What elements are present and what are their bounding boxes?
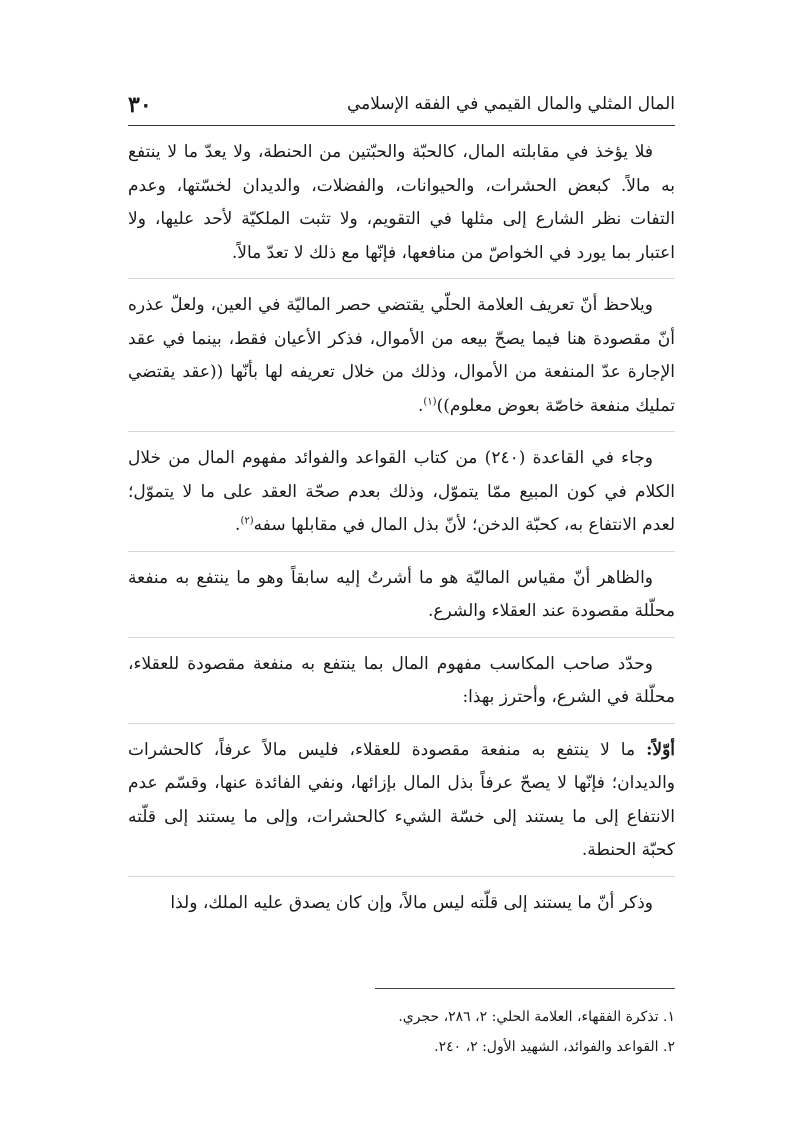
footnote-divider bbox=[375, 988, 675, 989]
paragraph-5 bbox=[128, 637, 675, 715]
header-divider bbox=[128, 125, 675, 126]
footnotes bbox=[128, 1002, 675, 1062]
paragraph-3 bbox=[128, 431, 675, 543]
paragraph-text: وحدّد صاحب المكاسب مفهوم المال بما ينتفع به منفعة مقصودة للعقلاء، محلّلة في الشرع، وأحترز بهذا: bbox=[128, 653, 675, 707]
footnote-ref-1[interactable]: (١) bbox=[423, 395, 437, 407]
paragraph-text: والظاهر أنّ مقياس الماليّة هو ما أشرتُ إليه سابقاً وهو ما ينتفع به منفعة محلّلة مقصودة عند العقلاء والشرع. bbox=[128, 567, 675, 621]
paragraph-tail: . bbox=[417, 395, 424, 416]
paragraph-text: ما لا ينتفع به منفعة مقصودة للعقلاء، فليس مالاً عرفاً، كالحشرات والديدان؛ فإنّها لا يصحّ عرفاً بذل المال بإزائها، ونفي الفائدة عنها، وقسّم عدم الانتفاع إلى ما يستند إلى خسّة الشيء كالحشرات، وإلى ما يستند إلى قلّته كحبّة الحنطة. bbox=[128, 739, 675, 860]
paragraph-lead: أوّلاً: bbox=[646, 739, 675, 760]
paragraph-text: وجاء في القاعدة (٢٤٠) من كتاب القواعد والفوائد مفهوم المال من خلال الكلام في كون المبيع ممّا يتموّل، وذلك بعدم صحّة العقد على ما لا يتموّل؛ لعدم الانتفاع به، كحبّة الدخن؛ لأنّ بذل المال في مقابلها سفه bbox=[128, 448, 675, 535]
page-number: ٣٠ bbox=[128, 92, 152, 118]
body-text bbox=[128, 136, 675, 920]
paragraph-text: ويلاحظ أنّ تعريف العلامة الحلّي يقتضي حصر الماليّة في العين، ولعلّ عذره أنّ مقصودة هنا فيما يصحّ بيعه من الأموال، فذكر الأعيان فقط، بينما في عقد الإجارة عدّ المنفعة من الأموال، وذلك من خلال تعريفه لها بأنّها ((عقد يقتضي تمليك منفعة خاصّة بعوض معلوم)) bbox=[128, 295, 675, 416]
page-header bbox=[128, 88, 675, 126]
paragraph-7 bbox=[128, 876, 675, 921]
footnote-1: ١. تذكرة الفقهاء، العلامة الحلي: ٢، ٢٨٦، حجري. bbox=[398, 1009, 675, 1025]
paragraph-4 bbox=[128, 551, 675, 629]
paragraph-tail: . bbox=[235, 515, 241, 535]
paragraph-1 bbox=[128, 136, 675, 270]
paragraph-text: وذكر أنّ ما يستند إلى قلّته ليس مالاً، وإن كان يصدق عليه الملك، ولذا bbox=[170, 892, 653, 913]
paragraph-6 bbox=[128, 723, 675, 868]
paragraph-text: فلا يؤخذ في مقابلته المال، كالحبّة والحبّتين من الحنطة، ولا يعدّ ما لا ينتفع به مالاً. كبعض الحشرات، والحيوانات، والفضلات، والديدان لخسّتها، وعدم التفات نظر الشارع إلى مثلها في التقويم، ولا تثبت الملكيّة لأحد عليها، ولا اعتبار بما يورد في الخواصّ من منافعها، فإنّها مع ذلك لا تعدّ مالاً. bbox=[128, 142, 675, 263]
footnote-ref-2[interactable]: (٢) bbox=[240, 515, 254, 527]
paragraph-2 bbox=[128, 278, 675, 423]
running-title: المال المثلي والمال القيمي في الفقه الإسلامي bbox=[346, 94, 675, 114]
footnote-2: ٢. القواعد والفوائد، الشهيد الأول: ٢، ٢٤٠. bbox=[434, 1039, 675, 1055]
